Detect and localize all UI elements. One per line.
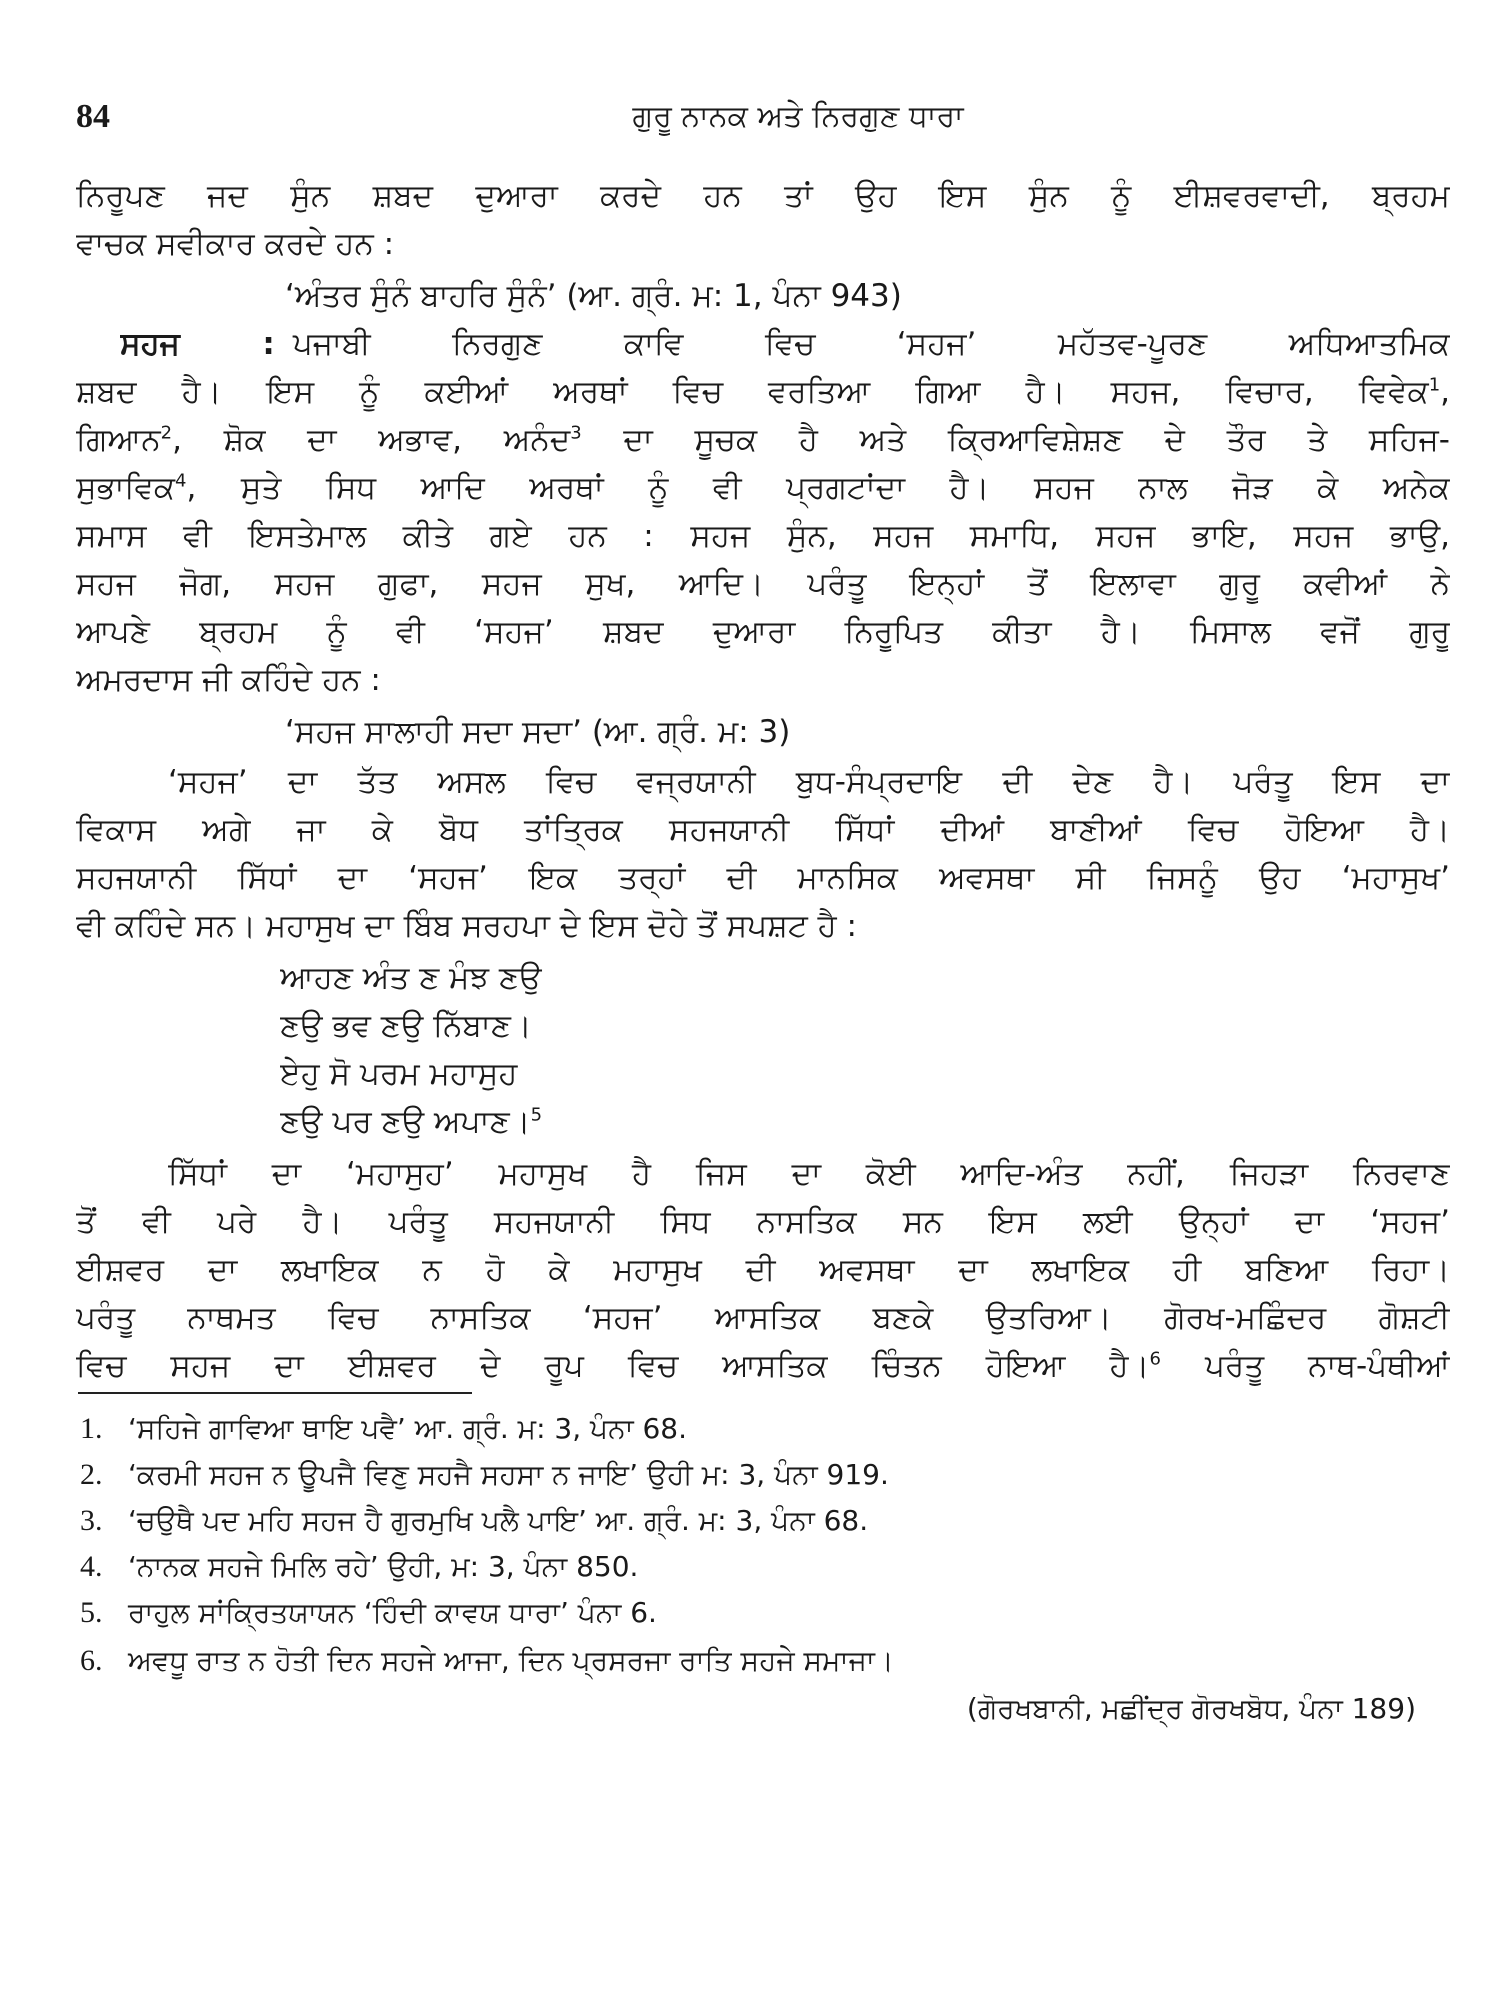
body-text: , ਸ਼ੋਕ ਦਾ ਅਭਾਵ, ਅਨੰਦ — [172, 422, 571, 458]
footnote-ref: 1 — [1428, 374, 1441, 396]
footnote — [80, 1592, 1440, 1634]
body-line — [76, 1342, 1450, 1390]
footnote — [80, 1500, 1440, 1542]
verse-line: ਣਉ ਭਵ ਣਉ ਨਿੱਬਾਣ। — [280, 1008, 532, 1044]
section-term: ਸਹਜ : — [120, 326, 275, 362]
body-line: ਸਹਜਯਾਨੀ ਸਿੱਧਾਂ ਦਾ ‘ਸਹਜ’ ਇਕ ਤਰ੍ਹਾਂ ਦੀ ਮਾਨਸਿਕ ਅਵਸਥਾ ਸੀ ਜਿਸਨੂੰ ਉਹ ‘ਮਹਾਸੁਖ’ — [76, 860, 1450, 896]
footnote-text: ਰਾਹੁਲ ਸਾਂਕ੍ਰਿਤਯਾਯਨ ‘ਹਿੰਦੀ ਕਾਵਯ ਧਾਰਾ’ ਪੰਨਾ 6. — [128, 1596, 657, 1629]
body-text: ਸੁਭਾਵਿਕ — [76, 470, 176, 506]
body-line: ਪਰੰਤੂ ਨਾਥਮਤ ਵਿਚ ਨਾਸਤਿਕ ‘ਸਹਜ’ ਆਸਤਿਕ ਬਣਕੇ ਉਤਰਿਆ। ਗੋਰਖ-ਮਛਿੰਦਰ ਗੋਸ਼ਟੀ — [76, 1300, 1450, 1336]
body-text: ਗਿਆਨ — [76, 422, 161, 458]
footnote-number: 3. — [80, 1504, 103, 1537]
footnote-number: 1. — [80, 1412, 103, 1445]
footnote-number: 4. — [80, 1550, 103, 1583]
footnote-number: 6. — [80, 1644, 103, 1677]
footnote-text: ‘ਨਾਨਕ ਸਹਜੇ ਮਿਲਿ ਰਹੇ’ ਉਹੀ, ਮ: 3, ਪੰਨਾ 850. — [128, 1550, 639, 1583]
body-line — [76, 368, 1450, 416]
body-text: ਵਿਚ ਸਹਜ ਦਾ ਈਸ਼ਵਰ ਦੇ ਰੂਪ ਵਿਚ ਆਸਤਿਕ ਚਿੰਤਨ ਹੋਇਆ ਹੈ। — [76, 1348, 1150, 1384]
footnote-text: ‘ਕਰਮੀ ਸਹਜ ਨ ਊਪਜੈ ਵਿਣੁ ਸਹਜੈ ਸਹਸਾ ਨ ਜਾਇ’ ਉਹੀ ਮ: 3, ਪੰਨਾ 919. — [128, 1458, 889, 1491]
body-text: , — [1440, 374, 1450, 410]
body-line: ਨਿਰੂਪਣ ਜਦ ਸੁੰਨ ਸ਼ਬਦ ਦੁਆਰਾ ਕਰਦੇ ਹਨ ਤਾਂ ਉਹ ਇਸ ਸੁੰਨ ਨੂੰ ਈਸ਼ਵਰਵਾਦੀ, ਬ੍ਰਹਮ — [76, 178, 1450, 214]
footnote-ref: 3 — [570, 422, 582, 444]
footnote-source: (ਗੋਰਖਬਾਨੀ, ਮਛੀਂਦ੍ਰ ਗੋਰਖਬੋਧ, ਪੰਨਾ 189) — [966, 1692, 1416, 1725]
body-text: ਸ਼ਬਦ ਹੈ। ਇਸ ਨੂੰ ਕਈਆਂ ਅਰਥਾਂ ਵਿਚ ਵਰਤਿਆ ਗਿਆ ਹੈ। ਸਹਜ, ਵਿਚਾਰ, ਵਿਵੇਕ — [76, 374, 1429, 410]
footnote-number: 2. — [80, 1458, 103, 1491]
body-text: ਪਜਾਬੀ ਨਿਰਗੁਣ ਕਾਵਿ ਵਿਚ ‘ਸਹਜ’ ਮਹੱਤਵ-ਪੂਰਣ ਅਧਿਆਤਮਿਕ — [292, 326, 1450, 362]
footnote-ref: 5 — [530, 1104, 543, 1126]
body-line — [76, 416, 1450, 464]
body-line: ਅਮਰਦਾਸ ਜੀ ਕਹਿੰਦੇ ਹਨ : — [76, 662, 381, 698]
body-line: ਵਿਕਾਸ ਅਗੇ ਜਾ ਕੇ ਬੋਧ ਤਾਂਤ੍ਰਿਕ ਸਹਜਯਾਨੀ ਸਿੱਧਾਂ ਦੀਆਂ ਬਾਣੀਆਂ ਵਿਚ ਹੋਇਆ ਹੈ। — [76, 812, 1450, 848]
body-line: ਸਿੱਧਾਂ ਦਾ ‘ਮਹਾਸੁਹ’ ਮਹਾਸੁਖ ਹੈ ਜਿਸ ਦਾ ਕੋਈ ਆਦਿ-ਅੰਤ ਨਹੀਂ, ਜਿਹੜਾ ਨਿਰਵਾਣ — [168, 1156, 1450, 1192]
body-text: ਣਉ ਪਰ ਣਉ ਅਪਾਣ। — [280, 1104, 531, 1140]
body-line: ਵਾਚਕ ਸਵੀਕਾਰ ਕਰਦੇ ਹਨ : — [76, 226, 395, 262]
footnote-ref: 4 — [175, 470, 187, 492]
body-line: ਆਪਣੇ ਬ੍ਰਹਮ ਨੂੰ ਵੀ ‘ਸਹਜ’ ਸ਼ਬਦ ਦੁਆਰਾ ਨਿਰੂਪਿਤ ਕੀਤਾ ਹੈ। ਮਿਸਾਲ ਵਜੋਂ ਗੁਰੂ — [76, 614, 1450, 650]
footnote — [80, 1454, 1440, 1496]
footnote-number: 5. — [80, 1596, 103, 1629]
footnote-divider — [78, 1392, 472, 1394]
body-text: ਦਾ ਸੂਚਕ ਹੈ ਅਤੇ ਕ੍ਰਿਆਵਿਸ਼ੇਸ਼ਣ ਦੇ ਤੌਰ ਤੇ ਸਹਿਜ- — [581, 422, 1450, 458]
footnote-text: ‘ਸਹਿਜੇ ਗਾਵਿਆ ਥਾਇ ਪਵੈ’ ਆ. ਗ੍ਰੰ. ਮ: 3, ਪੰਨਾ 68. — [128, 1412, 688, 1445]
footnote-ref: 2 — [160, 422, 173, 444]
body-line — [76, 464, 1450, 512]
body-line: ਸਹਜ ਜੋਗ, ਸਹਜ ਗੁਫਾ, ਸਹਜ ਸੁਖ, ਆਦਿ। ਪਰੰਤੂ ਇਨ੍ਹਾਂ ਤੋਂ ਇਲਾਵਾ ਗੁਰੂ ਕਵੀਆਂ ਨੇ — [76, 566, 1450, 602]
body-text: ਪਰੰਤੂ ਨਾਥ-ਪੰਥੀਆਂ — [1160, 1348, 1450, 1384]
footnote-text: ਅਵਧੂ ਰਾਤ ਨ ਹੋਤੀ ਦਿਨ ਸਹਜੇ ਆਜਾ, ਦਿਨ ਪ੍ਰਸਰਜਾ ਰਾਤਿ ਸਹਜੇ ਸਮਾਜਾ। — [128, 1644, 894, 1677]
body-line: ਸਮਾਸ ਵੀ ਇਸਤੇਮਾਲ ਕੀਤੇ ਗਏ ਹਨ : ਸਹਜ ਸੁੰਨ, ਸਹਜ ਸਮਾਧਿ, ਸਹਜ ਭਾਇ, ਸਹਜ ਭਾਉ, — [76, 518, 1450, 554]
verse-line — [280, 1098, 1450, 1146]
page-number: 84 — [76, 98, 110, 135]
body-text: , ਸੁਤੇ ਸਿਧ ਆਦਿ ਅਰਥਾਂ ਨੂੰ ਵੀ ਪ੍ਰਗਟਾਂਦਾ ਹੈ। ਸਹਜ ਨਾਲ ਜੋੜ ਕੇ ਅਨੇਕ — [186, 470, 1450, 506]
section-line — [120, 320, 1450, 368]
quote-line: ‘ਸਹਜ ਸਾਲਾਹੀ ਸਦਾ ਸਦਾ’ (ਆ. ਗ੍ਰੰ. ਮ: 3) — [285, 714, 791, 750]
footnote-ref: 6 — [1149, 1348, 1161, 1370]
quote-line: ‘ਅੰਤਰ ਸੁੰਨੰ ਬਾਹਰਿ ਸੁੰਨੰ’ (ਆ. ਗ੍ਰੰ. ਮ: 1, ਪੰਨਾ 943) — [285, 278, 902, 314]
running-head: ਗੁਰੂ ਨਾਨਕ ਅਤੇ ਨਿਰਗੁਣ ਧਾਰਾ — [632, 99, 964, 134]
body-line: ‘ਸਹਜ’ ਦਾ ਤੱਤ ਅਸਲ ਵਿਚ ਵਜ੍ਰਯਾਨੀ ਬੁਧ-ਸੰਪ੍ਰਦਾਇ ਦੀ ਦੇਣ ਹੈ। ਪਰੰਤੂ ਇਸ ਦਾ — [168, 764, 1450, 800]
footnote — [80, 1546, 1440, 1588]
verse-line: ਏਹੁ ਸੋ ਪਰਮ ਮਹਾਸੁਹ — [280, 1056, 518, 1092]
footnote — [80, 1408, 1440, 1450]
verse-line: ਆਹਣ ਅੰਤ ਣ ਮੰਝ ਣਉ — [280, 960, 542, 996]
footnote-text: ‘ਚਉਥੈ ਪਦ ਮਹਿ ਸਹਜ ਹੈ ਗੁਰਮੁਖਿ ਪਲੈ ਪਾਇ’ ਆ. ਗ੍ਰੰ. ਮ: 3, ਪੰਨਾ 68. — [128, 1504, 869, 1537]
body-line: ਵੀ ਕਹਿੰਦੇ ਸਨ। ਮਹਾਸੁਖ ਦਾ ਬਿੰਬ ਸਰਹਪਾ ਦੇ ਇਸ ਦੋਹੇ ਤੋਂ ਸਪਸ਼ਟ ਹੈ : — [76, 908, 857, 944]
page-header — [76, 92, 1440, 142]
body-line: ਤੋਂ ਵੀ ਪਰੇ ਹੈ। ਪਰੰਤੂ ਸਹਜਯਾਨੀ ਸਿਧ ਨਾਸਤਿਕ ਸਨ ਇਸ ਲਈ ਉਨ੍ਹਾਂ ਦਾ ‘ਸਹਜ’ — [76, 1204, 1450, 1240]
footnote — [80, 1640, 1440, 1682]
body-line: ਈਸ਼ਵਰ ਦਾ ਲਖਾਇਕ ਨ ਹੋ ਕੇ ਮਹਾਸੁਖ ਦੀ ਅਵਸਥਾ ਦਾ ਲਖਾਇਕ ਹੀ ਬਣਿਆ ਰਿਹਾ। — [76, 1252, 1450, 1288]
